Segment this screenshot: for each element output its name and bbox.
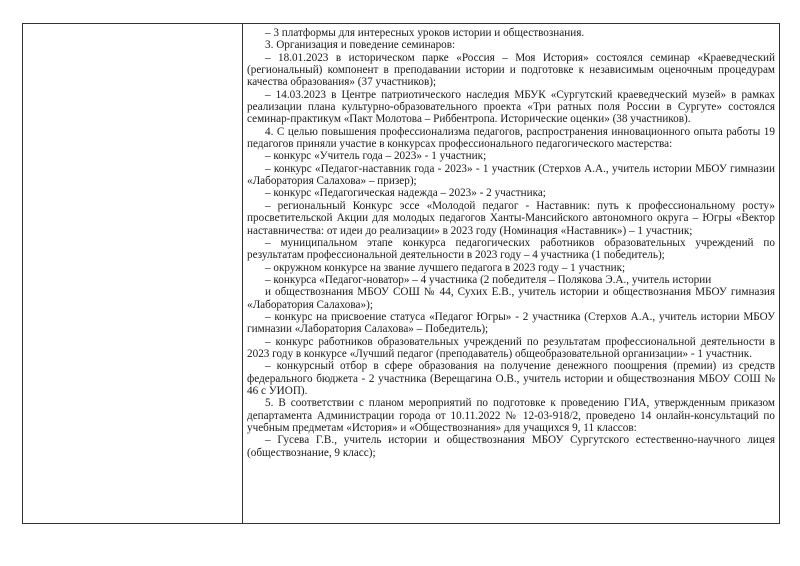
paragraph-district-contest: – окружном конкурсе на звание лучшего педагога в 2023 году – 1 участник; (265, 261, 626, 274)
paragraph-best-teacher: – конкурс работников образовательных учреждений по результатам профессиональной деятельности в 2023 году в конкурсе «Лучший педагог (преподаватель) общеобразовательной организации» - 1 участник. (247, 335, 775, 360)
paragraph-seminars-heading: 3. Организация и поведение семинаров: (265, 39, 456, 52)
paragraph-innovator-contest: – конкурса «Педагог-новатор» – 4 участника (2 победителя – Полякова Э.А., учитель истории (265, 273, 712, 286)
paragraph-seminar-18-01: – 18.01.2023 в историческом парке «Россия – Моя История» состоялся семинар «Краеведческий (региональный) компонент в преподавании истории и подготовке к независимым оценочным процедурам качества образования» (37 участников); (247, 51, 775, 89)
paragraph-pedagogical-hope: – конкурс «Педагогическая надежда – 2023» - 2 участника; (265, 187, 546, 200)
table-right-column (243, 24, 779, 523)
paragraph-contests-heading: 4. С целью повышения профессионализма педагогов, распространения инновационного опыта работы 19 педагогов приняли участие в конкурсах профессионального педагогического мастерства: (247, 125, 775, 151)
paragraph-guseva: – Гусева Г.В., учитель истории и обществознания МБОУ Сургутского естественно-научного лицея (обществознание, 9 класс); (247, 434, 775, 459)
paragraph-federal-bonus: – конкурсный отбор в сфере образования на получение денежного поощрения (премии) из средств федерального бюджета - 2 участника (Верещагина О.В., учитель истории и обществознания МБОУ СОШ № 46 с УИОП). (247, 360, 775, 397)
paragraph-innovator-continued: и обществознания МБОУ СОШ № 44, Сухих Е.В., учитель истории и обществознания МБОУ гимназия «Лаборатория Салахова»); (247, 286, 775, 311)
document-table (22, 23, 780, 524)
paragraph-platforms: – 3 платформы для интересных уроков истории и обществознания. (265, 27, 585, 39)
paragraph-gia-consultations: 5. В соответствии с планом мероприятий по подготовке к проведению ГИА, утвержденным приказом департамента Администрации города от 10.11.2022 № 12-03-918/2, проведено 14 онлайн-консультаций по учебным предметам «История» и «Обществознания» для учащихся 9, 11 классов: (247, 397, 775, 434)
paragraph-seminar-14-03: – 14.03.2023 в Центре патриотического наследия МБУК «Сургутский краеведческий музей» в рамках реализации плана культурно-образовательного проекта «Три ратных поля России в Сургуте» состоялся семинар-практикум «Пакт Молотова – Риббентропа. Исторические оценки» (38 участников). (247, 88, 775, 126)
paragraph-teacher-of-year: – конкурс «Учитель года – 2023» - 1 участник; (265, 150, 487, 163)
paragraph-yugra-status: – конкурс на присвоение статуса «Педагог Югры» - 2 участника (Стерхов А.А., учитель истории МБОУ гимназии «Лаборатория Салахова» – Победитель); (247, 310, 775, 336)
paragraph-municipal-stage: – муниципальном этапе конкурса педагогических работников образовательных учреждений по результатам профессиональной деятельности в 2023 году – 4 участника (1 победитель); (247, 236, 775, 262)
paragraph-essay-contest: – региональный Конкурс эссе «Молодой педагог - Наставник: путь к профессиональному росту» просветительской Акции для молодых педагогов Ханты-Мансийского автономного округа – Югры «Вектор наставничества: от идеи до реализации» в 2023 году (Номинация «Наставник») – 1 участник; (247, 199, 775, 237)
table-left-column (23, 24, 243, 523)
paragraph-mentor-of-year: – конкурс «Педагог-наставник года - 2023» - 1 участник (Стерхов А.А., учитель истории МБОУ гимназии «Лаборатория Салахова» – призер); (247, 162, 775, 188)
